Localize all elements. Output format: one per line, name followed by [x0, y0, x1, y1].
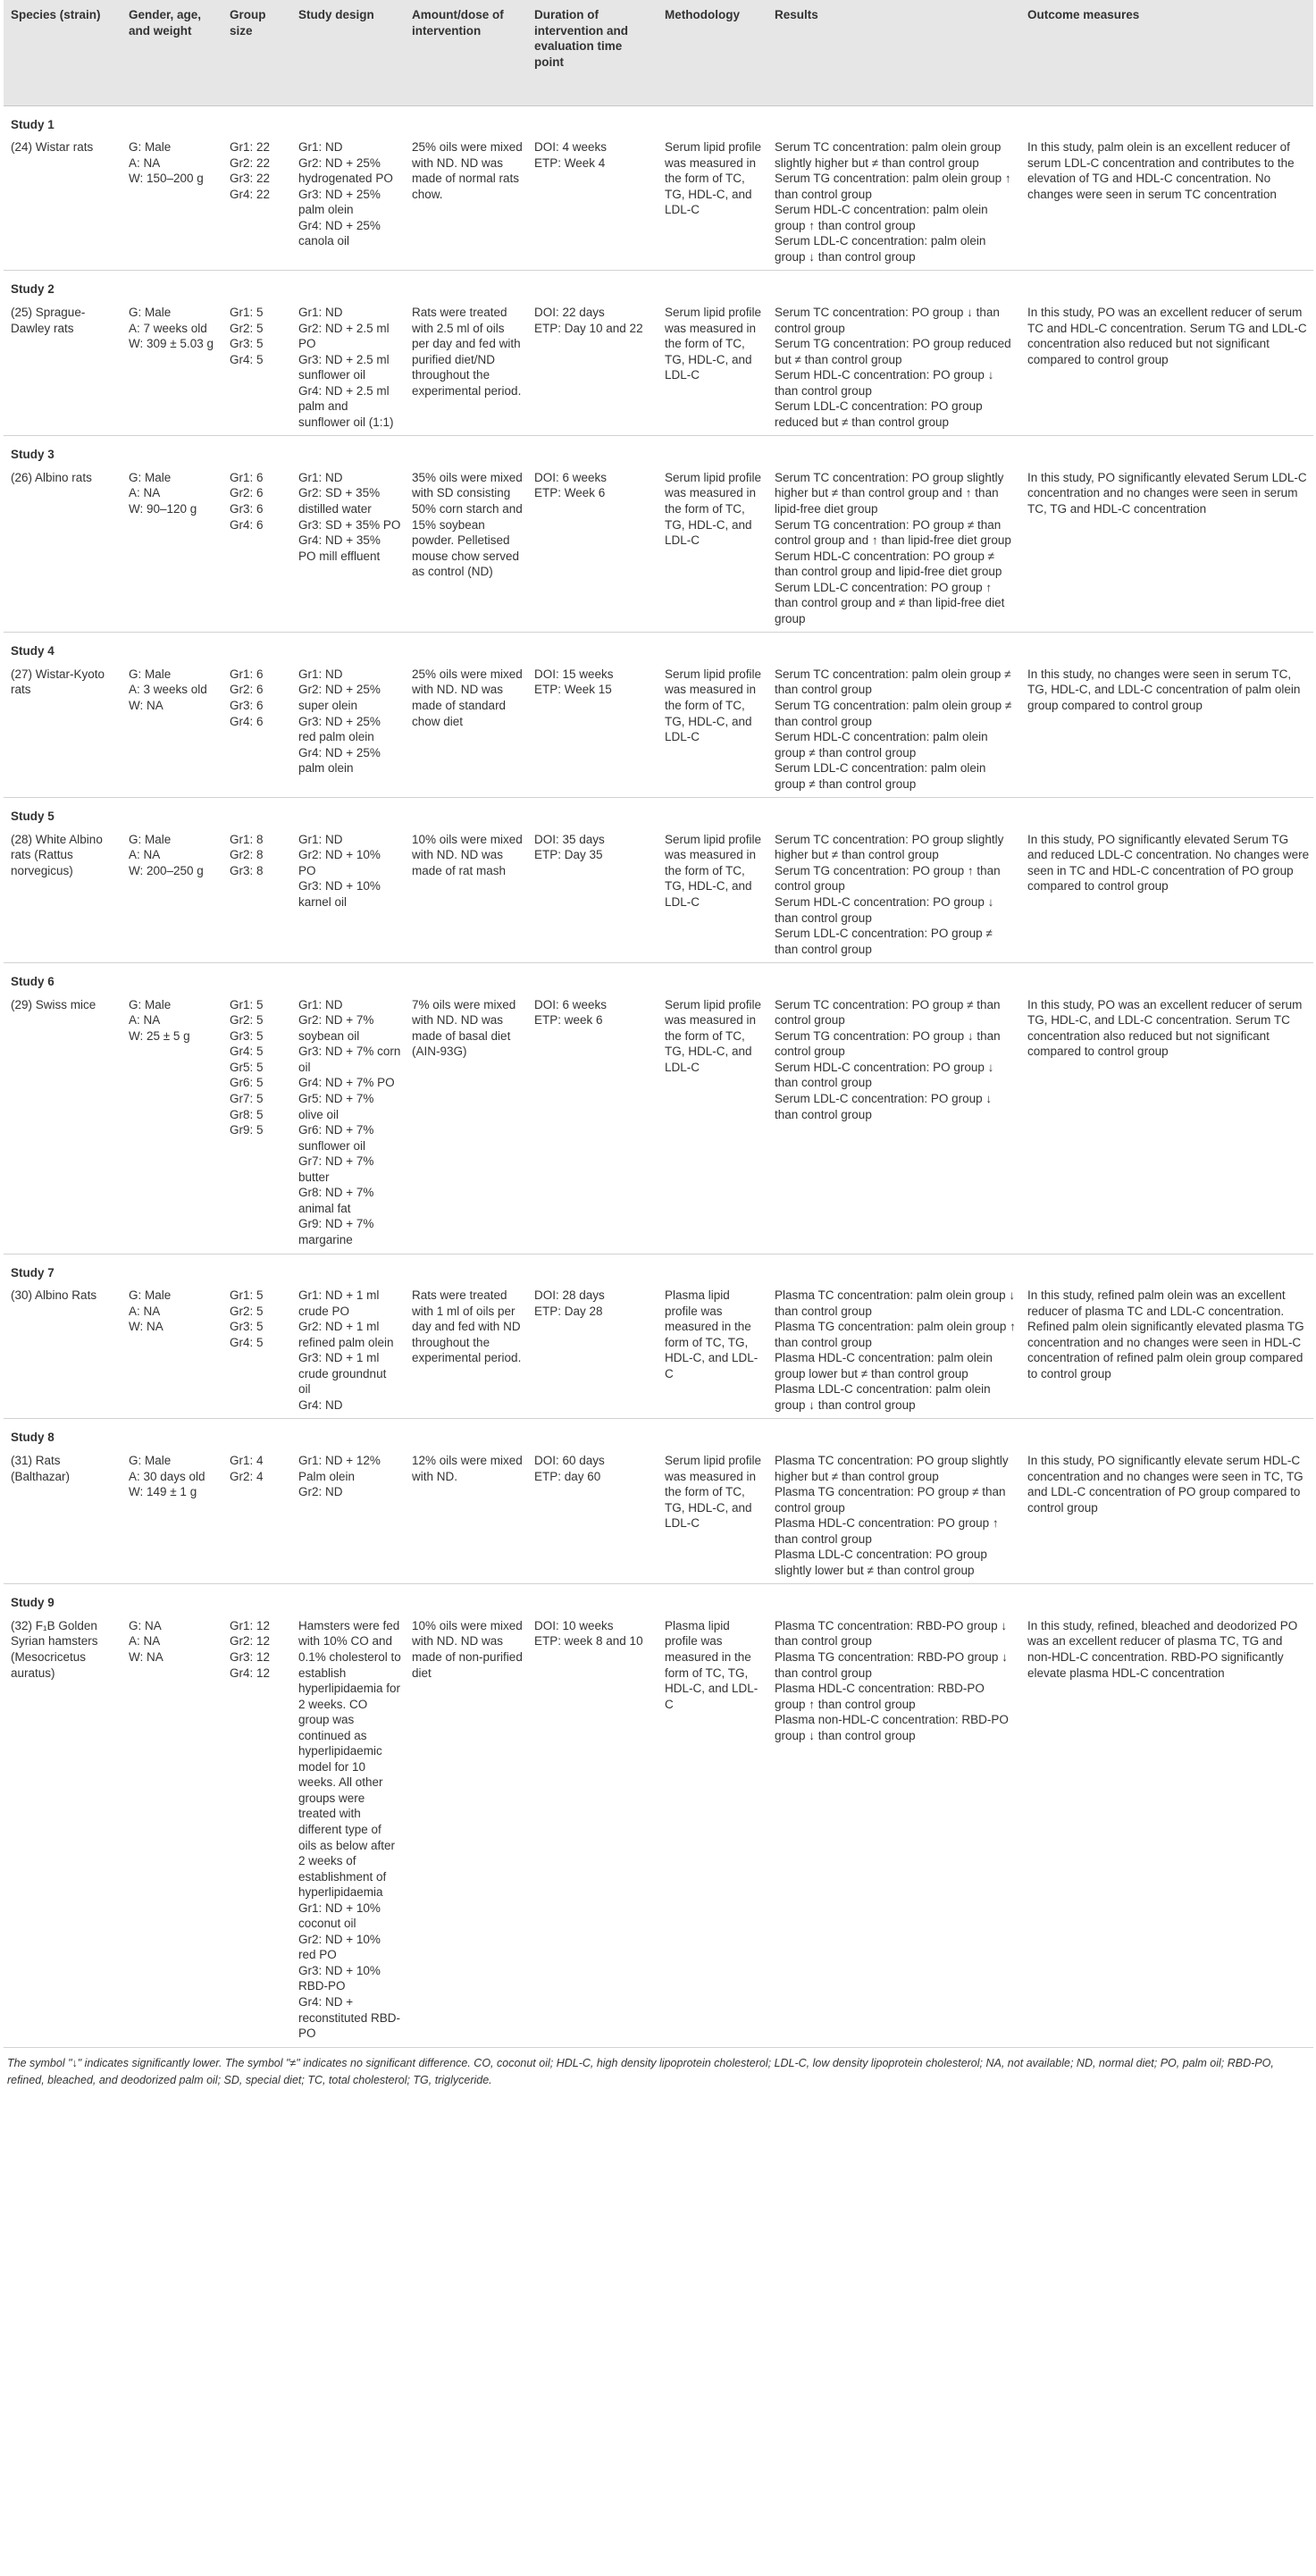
cell-duration-text: DOI: 22 days ETP: Day 10 and 22 — [534, 305, 643, 335]
reference-number: (27) — [11, 667, 33, 681]
cell-dose-text: Rats were treated with 1 ml of oils per day and fed with ND throughout the experimental period. — [412, 1288, 522, 1365]
cell-gender-age-weight-text: G: Male A: NA W: 25 ± 5 g — [129, 997, 190, 1043]
cell-outcome-text: In this study, PO significantly elevate serum HDL-C concentration and no changes were seen in TC, TG and LDL-C concentration of PO group compared to control group — [1027, 1453, 1303, 1515]
cell-study-design-text: Gr1: ND + 1 ml crude PO Gr2: ND + 1 ml refined palm olein Gr3: ND + 1 ml crude groundnut oil Gr4: ND — [298, 1288, 394, 1412]
cell-outcome-text: In this study, PO significantly elevated Serum TG and reduced LDL-C concentration. No changes were seen in TC and HDL-C concentration of PO group compared to control group — [1027, 832, 1310, 894]
cell-species — [4, 299, 122, 436]
cell-species — [4, 1447, 122, 1584]
table-row — [4, 299, 1313, 436]
cell-study-design — [291, 134, 405, 271]
cell-results — [767, 465, 1020, 633]
cell-methodology — [658, 1613, 767, 2047]
cell-group-size-text: Gr1: 6 Gr2: 6 Gr3: 6 Gr4: 6 — [230, 470, 264, 532]
reference-number: (25) — [11, 305, 33, 319]
cell-results — [767, 1613, 1020, 2047]
cell-group-size — [222, 465, 291, 633]
cell-methodology-text: Serum lipid profile was measured in the form of TC, TG, HDL-C, and LDL-C — [665, 997, 762, 1074]
studies-table — [4, 0, 1313, 2048]
cell-species-text: Rats (Balthazar) — [11, 1453, 71, 1483]
table-row — [4, 827, 1313, 963]
cell-study-design-text: Gr1: ND Gr2: SD + 35% distilled water Gr3: SD + 35% PO Gr4: ND + 35% PO mill effluent — [298, 470, 401, 563]
cell-gender-age-weight-text: G: Male A: NA W: 150–200 g — [129, 140, 204, 186]
cell-species — [4, 1613, 122, 2047]
reference-number: (31) — [11, 1453, 33, 1467]
study-title-row — [4, 1584, 1313, 1613]
cell-dose-text: 7% oils were mixed with ND. ND was made of basal diet (AIN-93G) — [412, 997, 516, 1059]
cell-dose — [405, 1613, 527, 2047]
reference-number: (29) — [11, 997, 33, 1011]
cell-duration — [527, 299, 658, 436]
cell-dose-text: Rats were treated with 2.5 ml of oils per day and fed with purified diet/ND throughout the experimental period. — [412, 305, 522, 398]
cell-study-design-text: Gr1: ND + 12% Palm olein Gr2: ND — [298, 1453, 381, 1499]
cell-dose — [405, 134, 527, 271]
cell-species-text: F₁B Golden Syrian hamsters (Mesocricetus auratus) — [11, 1618, 98, 1680]
cell-results-text: Plasma TC concentration: PO group slightly higher but ≠ than control group Plasma TG concentration: PO group ≠ than control group Plasma HDL-C concentration: PO group ↑ than control group Plasma LDL-C concentration: PO group slightly lower but ≠ than control group — [775, 1453, 1009, 1577]
study-title: Study 5 — [11, 810, 54, 824]
cell-study-design — [291, 1447, 405, 1584]
cell-study-design — [291, 661, 405, 798]
cell-outcome-text: In this study, refined, bleached and deodorized PO was an excellent reducer of plasma TC, TG and non-HDL-C concentration. RBD-PO significantly elevate plasma HDL-C concentration — [1027, 1618, 1298, 1680]
col-header-dose: Amount/dose of intervention — [405, 0, 527, 105]
cell-group-size — [222, 992, 291, 1254]
cell-duration-text: DOI: 4 weeks ETP: Week 4 — [534, 140, 608, 170]
cell-species-text: Albino Rats — [35, 1288, 97, 1303]
cell-duration-text: DOI: 35 days ETP: Day 35 — [534, 832, 605, 862]
cell-methodology — [658, 299, 767, 436]
cell-duration — [527, 827, 658, 963]
cell-outcome-text: In this study, refined palm olein was an excellent reducer of plasma TC and LDL-C concentration. Refined palm olein significantly elevated plasma TG concentration and no changes were seen in HDL-C concentration of refined palm olein group compared to control group — [1027, 1288, 1304, 1380]
cell-duration-text: DOI: 60 days ETP: day 60 — [534, 1453, 605, 1483]
cell-results — [767, 827, 1020, 963]
cell-duration — [527, 1613, 658, 2047]
cell-gender-age-weight-text: G: Male A: NA W: 90–120 g — [129, 470, 197, 516]
table-row — [4, 1282, 1313, 1419]
header-row — [4, 0, 1313, 105]
cell-methodology — [658, 134, 767, 271]
cell-species — [4, 827, 122, 963]
cell-group-size-text: Gr1: 4 Gr2: 4 — [230, 1453, 264, 1483]
study-title: Study 7 — [11, 1265, 54, 1280]
cell-duration — [527, 134, 658, 271]
col-header-species: Species (strain) — [4, 0, 122, 105]
cell-gender-age-weight-text: G: Male A: 3 weeks old W: NA — [129, 667, 207, 712]
study-title: Study 4 — [11, 644, 54, 659]
cell-methodology-text: Serum lipid profile was measured in the form of TC, TG, HDL-C, and LDL-C — [665, 470, 762, 548]
cell-results-text: Serum TC concentration: PO group slightly higher but ≠ than control group Serum TG concentration: PO group ↑ than control group Serum HDL-C concentration: PO group ↓ than control group Serum LDL-C concentration: PO group ≠ than control group — [775, 832, 1004, 956]
cell-dose-text: 35% oils were mixed with SD consisting 50% corn starch and 15% soybean powder. Pelletised mouse chow served as control (ND) — [412, 470, 523, 579]
cell-gender-age-weight — [122, 1447, 222, 1584]
cell-group-size-text: Gr1: 12 Gr2: 12 Gr3: 12 Gr4: 12 — [230, 1618, 271, 1680]
reference-number: (28) — [11, 832, 33, 846]
col-header-study-design: Study design — [291, 0, 405, 105]
cell-results — [767, 299, 1020, 436]
cell-results — [767, 1282, 1020, 1419]
cell-methodology — [658, 992, 767, 1254]
cell-outcome — [1020, 1447, 1313, 1584]
cell-dose — [405, 661, 527, 798]
study-title: Study 3 — [11, 448, 54, 462]
cell-species — [4, 992, 122, 1254]
study-title-row — [4, 1254, 1313, 1282]
cell-dose — [405, 827, 527, 963]
cell-group-size — [222, 1282, 291, 1419]
table-body — [4, 105, 1313, 2047]
cell-gender-age-weight — [122, 134, 222, 271]
reference-number: (26) — [11, 470, 33, 484]
cell-results-text: Serum TC concentration: PO group ↓ than control group Serum TG concentration: PO group reduced but ≠ than control group Serum HDL-C concentration: PO group ↓ than control group Serum LDL-C concentration: PO group reduced but ≠ than control group — [775, 305, 1011, 429]
cell-results-text: Serum TC concentration: palm olein group ≠ than control group Serum TG concentration: palm olein group ≠ than control group Serum HDL-C concentration: palm olein group ≠ than control group Serum LDL-C concentration: palm olein group ≠ than control group — [775, 667, 1012, 791]
cell-dose — [405, 299, 527, 436]
study-title-row — [4, 1419, 1313, 1447]
cell-gender-age-weight — [122, 992, 222, 1254]
cell-duration-text: DOI: 6 weeks ETP: week 6 — [534, 997, 608, 1028]
cell-results-text: Serum TC concentration: PO group ≠ than control group Serum TG concentration: PO group ↓ than control group Serum HDL-C concentration: PO group ↓ than control group Serum LDL-C concentration: PO group ↓ than control group — [775, 997, 1001, 1121]
cell-dose — [405, 992, 527, 1254]
cell-results — [767, 992, 1020, 1254]
col-header-group-size: Group size — [222, 0, 291, 105]
cell-group-size-text: Gr1: 8 Gr2: 8 Gr3: 8 — [230, 832, 264, 877]
cell-outcome — [1020, 1613, 1313, 2047]
cell-species-text: Albino rats — [35, 470, 92, 484]
study-title: Study 1 — [11, 117, 54, 131]
study-title-row — [4, 798, 1313, 827]
cell-methodology-text: Plasma lipid profile was measured in the form of TC, TG, HDL-C, and LDL-C — [665, 1288, 759, 1380]
cell-study-design — [291, 1282, 405, 1419]
study-title: Study 9 — [11, 1596, 54, 1610]
cell-gender-age-weight — [122, 299, 222, 436]
cell-outcome — [1020, 1282, 1313, 1419]
cell-methodology-text: Serum lipid profile was measured in the form of TC, TG, HDL-C, and LDL-C — [665, 832, 762, 910]
cell-group-size-text: Gr1: 5 Gr2: 5 Gr3: 5 Gr4: 5 — [230, 1288, 264, 1349]
col-header-outcome: Outcome measures — [1020, 0, 1313, 105]
cell-group-size — [222, 1447, 291, 1584]
cell-outcome — [1020, 992, 1313, 1254]
cell-group-size — [222, 661, 291, 798]
cell-study-design — [291, 1613, 405, 2047]
cell-outcome-text: In this study, no changes were seen in serum TC, TG, HDL-C, and LDL-C concentration of palm olein group compared to control group — [1027, 667, 1301, 712]
cell-gender-age-weight-text: G: Male A: NA W: 200–250 g — [129, 832, 204, 877]
cell-species — [4, 134, 122, 271]
cell-duration-text: DOI: 6 weeks ETP: Week 6 — [534, 470, 608, 500]
cell-study-design-text: Hamsters were fed with 10% CO and 0.1% cholesterol to establish hyperlipidaemia for 2 weeks. CO group was continued as hyperlipidaemic model for 10 weeks. All other groups were treated with different type of oils as below after 2 weeks of establishment of hyperlipidaemia Gr1: ND + 10% coconut oil Gr2: ND + 10% red PO Gr3: ND + 10% RBD-PO Gr4: ND + reconstituted RBD-PO — [298, 1618, 401, 2041]
cell-duration — [527, 1447, 658, 1584]
cell-methodology-text: Serum lipid profile was measured in the form of TC, TG, HDL-C, and LDL-C — [665, 140, 762, 217]
cell-dose-text: 12% oils were mixed with ND. — [412, 1453, 523, 1483]
cell-dose-text: 10% oils were mixed with ND. ND was made of rat mash — [412, 832, 523, 877]
cell-gender-age-weight-text: G: Male A: 30 days old W: 149 ± 1 g — [129, 1453, 205, 1499]
cell-results-text: Serum TC concentration: PO group slightly higher but ≠ than control group and ↑ than lipid-free diet group Serum TG concentration: PO group ≠ than control group and ↑ than lipid-free diet group Serum HDL-C concentration: PO group ≠ than control group and lipid-free diet group Serum LDL-C concentration: PO group ↑ than control group and ≠ than lipid-free diet group — [775, 470, 1011, 625]
cell-duration — [527, 661, 658, 798]
cell-outcome-text: In this study, PO was an excellent reducer of serum TG, HDL-C, and LDL-C concentration. Serum TC concentration also reduced but not significant compared to control group — [1027, 997, 1303, 1059]
cell-study-design — [291, 992, 405, 1254]
cell-dose — [405, 1282, 527, 1419]
study-title: Study 8 — [11, 1431, 54, 1445]
col-header-gender-age-weight: Gender, age, and weight — [122, 0, 222, 105]
cell-group-size-text: Gr1: 6 Gr2: 6 Gr3: 6 Gr4: 6 — [230, 667, 264, 728]
table-row — [4, 1613, 1313, 2047]
cell-group-size — [222, 299, 291, 436]
cell-gender-age-weight — [122, 827, 222, 963]
cell-methodology — [658, 1447, 767, 1584]
cell-dose-text: 25% oils were mixed with ND. ND was made of standard chow diet — [412, 667, 523, 728]
cell-results-text: Serum TC concentration: palm olein group slightly higher but ≠ than control group Serum TG concentration: palm olein group ↑ than control group Serum HDL-C concentration: palm olein group ↑ than control group Serum LDL-C concentration: palm olein group ↓ than control group — [775, 140, 1011, 264]
cell-study-design-text: Gr1: ND Gr2: ND + 2.5 ml PO Gr3: ND + 2.5 ml sunflower oil Gr4: ND + 2.5 ml palm and sunflower oil (1:1) — [298, 305, 394, 429]
study-title-row — [4, 963, 1313, 992]
cell-species-text: White Albino rats (Rattus norvegicus) — [11, 832, 103, 877]
cell-results — [767, 134, 1020, 271]
cell-group-size — [222, 134, 291, 271]
cell-gender-age-weight — [122, 661, 222, 798]
cell-group-size-text: Gr1: 5 Gr2: 5 Gr3: 5 Gr4: 5 Gr5: 5 Gr6: 5 Gr7: 5 Gr8: 5 Gr9: 5 — [230, 997, 264, 1137]
cell-species-text: Sprague-Dawley rats — [11, 305, 86, 335]
col-header-duration: Duration of intervention and evaluation time point — [527, 0, 658, 105]
cell-species — [4, 465, 122, 633]
study-title-row — [4, 271, 1313, 299]
table-row — [4, 992, 1313, 1254]
reference-number: (32) — [11, 1618, 33, 1632]
cell-dose — [405, 1447, 527, 1584]
col-header-methodology: Methodology — [658, 0, 767, 105]
cell-study-design-text: Gr1: ND Gr2: ND + 10% PO Gr3: ND + 10% karnel oil — [298, 832, 381, 910]
cell-study-design — [291, 827, 405, 963]
table-row — [4, 1447, 1313, 1584]
cell-outcome — [1020, 661, 1313, 798]
cell-results-text: Plasma TC concentration: palm olein group ↓ than control group Plasma TG concentration: palm olein group ↑ than control group Plasma HDL-C concentration: palm olein group lower but ≠ than control group Plasma LDL-C concentration: palm olein group ↓ than control group — [775, 1288, 1016, 1412]
cell-group-size — [222, 1613, 291, 2047]
cell-dose-text: 25% oils were mixed with ND. ND was made of normal rats chow. — [412, 140, 523, 201]
cell-methodology — [658, 1282, 767, 1419]
cell-methodology-text: Serum lipid profile was measured in the form of TC, TG, HDL-C, and LDL-C — [665, 305, 762, 382]
cell-study-design — [291, 465, 405, 633]
cell-species-text: Wistar rats — [35, 140, 94, 155]
cell-outcome — [1020, 827, 1313, 963]
cell-gender-age-weight-text: G: NA A: NA W: NA — [129, 1618, 163, 1664]
cell-outcome — [1020, 134, 1313, 271]
cell-outcome-text: In this study, palm olein is an excellent reducer of serum LDL-C concentration and contributes to the elevation of TG and HDL-C concentration. No changes were seen in serum TC concentration — [1027, 140, 1295, 201]
cell-study-design-text: Gr1: ND Gr2: ND + 7% soybean oil Gr3: ND + 7% corn oil Gr4: ND + 7% PO Gr5: ND + 7% olive oil Gr6: ND + 7% sunflower oil Gr7: ND + 7% butter Gr8: ND + 7% animal fat Gr9: ND + 7% margarine — [298, 997, 401, 1246]
cell-outcome-text: In this study, PO significantly elevated Serum LDL-C concentration and no changes were seen in serum TC, TG and HDL-C concentration — [1027, 470, 1307, 516]
cell-species-text: Swiss mice — [35, 997, 96, 1011]
cell-dose-text: 10% oils were mixed with ND. ND was made of non-purified diet — [412, 1618, 523, 1680]
cell-gender-age-weight-text: G: Male A: NA W: NA — [129, 1288, 172, 1334]
study-title: Study 2 — [11, 282, 54, 297]
cell-outcome-text: In this study, PO was an excellent reducer of serum TC and HDL-C concentration. Serum TG and LDL-C concentration also reduced but not significant compared to control group — [1027, 305, 1307, 366]
cell-methodology-text: Plasma lipid profile was measured in the form of TC, TG, HDL-C, and LDL-C — [665, 1618, 759, 1711]
cell-duration-text: DOI: 28 days ETP: Day 28 — [534, 1288, 605, 1318]
cell-duration — [527, 1282, 658, 1419]
cell-methodology — [658, 827, 767, 963]
study-title-row — [4, 105, 1313, 134]
reference-number: (30) — [11, 1288, 33, 1303]
cell-results — [767, 1447, 1020, 1584]
cell-duration-text: DOI: 15 weeks ETP: Week 15 — [534, 667, 614, 697]
cell-gender-age-weight-text: G: Male A: 7 weeks old W: 309 ± 5.03 g — [129, 305, 214, 351]
cell-group-size-text: Gr1: 5 Gr2: 5 Gr3: 5 Gr4: 5 — [230, 305, 264, 366]
cell-study-design-text: Gr1: ND Gr2: ND + 25% hydrogenated PO Gr3: ND + 25% palm olein Gr4: ND + 25% canola oil — [298, 140, 393, 248]
cell-results-text: Plasma TC concentration: RBD-PO group ↓ than control group Plasma TG concentration: RBD-PO group ↓ than control group Plasma HDL-C concentration: RBD-PO group ↑ than control group Plasma non-HDL-C concentration: RBD-PO group ↓ than control group — [775, 1618, 1009, 1742]
table-row — [4, 465, 1313, 633]
cell-dose — [405, 465, 527, 633]
cell-methodology-text: Serum lipid profile was measured in the form of TC, TG, HDL-C, and LDL-C — [665, 667, 762, 744]
cell-study-design — [291, 299, 405, 436]
cell-group-size — [222, 827, 291, 963]
table-footnote: The symbol "↓" indicates significantly lower. The symbol "≠" indicates no significant difference. CO, coconut oil; HDL-C, high density lipoprotein cholesterol; LDL-C, low density lipoprotein cholesterol; NA, not available; ND, normal diet; PO, palm oil; RBD-PO, refined, bleached, and deodorized palm oil; SD, special diet; TC, total cholesterol; TG, triglyceride. — [7, 2057, 1274, 2086]
study-title-row — [4, 633, 1313, 661]
cell-duration — [527, 992, 658, 1254]
cell-methodology — [658, 465, 767, 633]
cell-gender-age-weight — [122, 1282, 222, 1419]
cell-species-text: Wistar-Kyoto rats — [11, 667, 105, 697]
study-title-row — [4, 436, 1313, 465]
cell-duration-text: DOI: 10 weeks ETP: week 8 and 10 — [534, 1618, 643, 1649]
cell-methodology — [658, 661, 767, 798]
table-row — [4, 134, 1313, 271]
cell-results — [767, 661, 1020, 798]
reference-number: (24) — [11, 140, 33, 155]
cell-study-design-text: Gr1: ND Gr2: ND + 25% super olein Gr3: ND + 25% red palm olein Gr4: ND + 25% palm olein — [298, 667, 381, 776]
cell-methodology-text: Serum lipid profile was measured in the form of TC, TG, HDL-C, and LDL-C — [665, 1453, 762, 1531]
cell-group-size-text: Gr1: 22 Gr2: 22 Gr3: 22 Gr4: 22 — [230, 140, 271, 201]
col-header-results: Results — [767, 0, 1020, 105]
cell-gender-age-weight — [122, 465, 222, 633]
cell-outcome — [1020, 465, 1313, 633]
study-title: Study 6 — [11, 975, 54, 989]
table-row — [4, 661, 1313, 798]
cell-outcome — [1020, 299, 1313, 436]
cell-species — [4, 661, 122, 798]
cell-gender-age-weight — [122, 1613, 222, 2047]
cell-duration — [527, 465, 658, 633]
cell-species — [4, 1282, 122, 1419]
